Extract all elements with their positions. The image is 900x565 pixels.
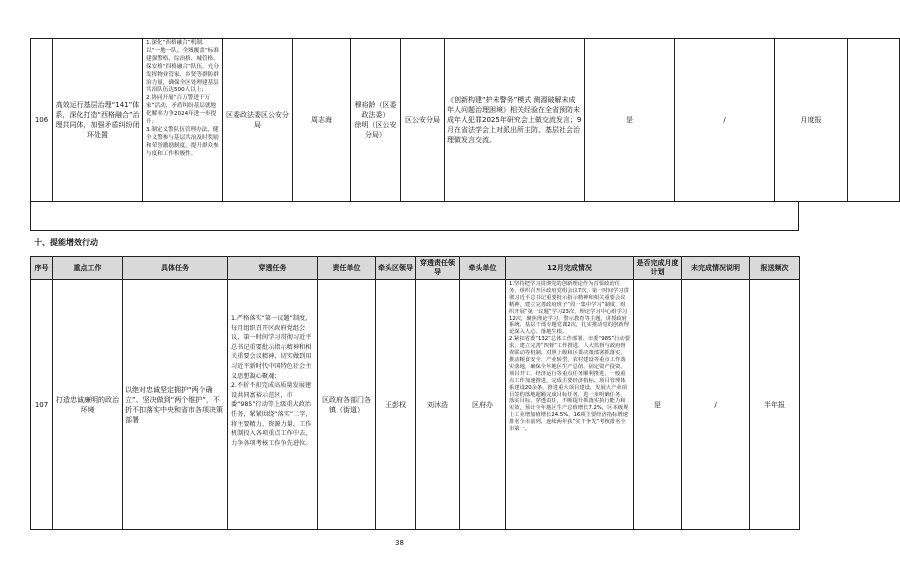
header-explain: 未完成情况说明 <box>682 257 750 280</box>
responsible-leader-cell: 穆裕龄（区委政法委） 徐明（区公安分局） <box>351 39 401 202</box>
explanation-cell: / <box>675 39 775 202</box>
table-row <box>31 39 900 202</box>
blank-cell <box>848 39 900 202</box>
row-number: 107 <box>31 280 53 530</box>
responsible-leader-cell: 刘沐浩 <box>416 280 460 530</box>
key-work-cell: 打造忠诚廉明的政治环境 <box>53 280 123 530</box>
lead-leader-cell: 王彭权 <box>376 280 416 530</box>
lead-unit-cell: 区府办 <box>460 280 506 530</box>
completed-cell: 是 <box>634 280 682 530</box>
header-no: 序号 <box>31 257 53 280</box>
header-progress: 12月完成情况 <box>506 257 634 280</box>
header-tasks: 具体任务 <box>123 257 228 280</box>
table-row <box>31 280 800 530</box>
explanation-cell: / <box>682 280 750 530</box>
frequency-cell: 月度报 <box>775 39 848 202</box>
completed-cell: 是 <box>585 39 675 202</box>
lead-leader-cell: 周志海 <box>293 39 351 202</box>
task-table-bottom <box>30 256 800 530</box>
progress-cell: 《创新构建“护未警务”模式 测源破解未成年人问题治理困境》相关经验在全省预防未成年人犯罪2025年研究会上做交流发言；9月在省法学会上对派出所主防、基层社会治理做发言交流。 <box>445 39 585 202</box>
header-frequency: 报送频次 <box>750 257 800 280</box>
header-penetration: 穿透任务 <box>228 257 318 280</box>
responsible-unit-cell: 区委政法委区公安分局 <box>223 39 293 202</box>
frequency-cell: 半年报 <box>750 280 800 530</box>
key-work-cell: 高效运行基层治理“141”体系，深化打造“西格融合”治理共同体，加强矛盾纠纷闭环处置 <box>53 39 143 202</box>
progress-cell: 1.坚持把学习贯彻党的创新理论作为首要政治任务，组织召开区政府党组会议7次，第一时间学习贯彻习近平总书记重要批示指示精神和相关重要会议精神，建立完善政府班子“周一集中学习”制度，组织开展“第一议题”学习23次，理论学习中心组学习12次，聚焦理论学习、警示教育等主题，讲授政府系统、基层干部专题党课2次，扎实推动党的创新理论深入人心、落地生根。 2.紧扣省委“132”总体工作部署、市委“985”行动要求，建立完善“四督”工作推进、人大监督与政府督查联动等机制，对照上级和区委决策部署抓落实，推动粮食安全、产业转型、农村建设等重点工作落实落地，确保全年地区生产总值、固定资产投资、项目开工、经济运行等重点任务顺利推进，一般重点工作加速推进，完成主要经济指标，项目管理体系建设20余条，推进重大项目建设，发展大产业项目签约落地超额完成目标任务，进一步明确任务，落实目标，穿透责任，不断提升抓落实执行能力和实效，预计全年地区生产总值增长7.2%，区本级规上工业增加值增长24.5%，16项主要经济指标增速排名全市前列，连续两年获“实干争先”考核排名全市第一。 <box>506 280 634 530</box>
header-responsible-leader: 穿透责任领导 <box>416 257 460 280</box>
header-completed: 是否完成月度计划 <box>634 257 682 280</box>
header-row <box>31 257 800 280</box>
specific-tasks-cell: 以绝对忠诚坚定拥护“两个确立”、坚决做到“两个维护”，不折不扣落实中央和省市各项决策部署 <box>123 280 228 530</box>
header-key-work: 重点工作 <box>53 257 123 280</box>
header-leader: 牵头区领导 <box>376 257 416 280</box>
specific-tasks-cell: 1.深化“西格融合”机制，以“一地一队、全域覆盖”标准建强警格、综治格、城管格、保安格“四格融合”队伍，充分发挥物业管家、乡贤等群防群治力量，确保全区处理建基层共治队伍达500人以上； 2.协同开展“百万警进千万家”活动，矛盾纠纷基层就地化解率力争2024年进一步提升； 3.制定义警队伍管理办法，健全义警参与基层共治及时奖励和荣誉激励制度，提升群众参与度和工作积极性。 <box>143 39 223 202</box>
task-table-top <box>30 38 900 202</box>
page-number: 38 <box>395 539 404 547</box>
header-unit: 责任单位 <box>318 257 376 280</box>
section-title: 十、提能增效行动 <box>34 238 98 247</box>
lead-unit-cell: 区公安分局 <box>401 39 445 202</box>
row-number: 106 <box>31 39 53 202</box>
responsible-unit-cell: 区政府各部门各镇（街道） <box>318 280 376 530</box>
spacer-row <box>30 201 799 231</box>
header-lead-unit: 牵头单位 <box>460 257 506 280</box>
penetration-task-cell: 1.严格落实“第一议题”制度，每月组织召开区政府党组会议，第一时间学习贯彻习近平总书记重要批示指示精神和相关重要会议精神，切实做到用习近平新时代中国特色社会主义思想凝心聚魂； 2.不折不扣完成高质量发展建设共同富裕示范区，市委“985”行动等上级重大政治任务，紧紧围绕“落实”二字，将主要精力、资源力量、工作机制投入各项重点工作中去，力争各项考核工作争先进位。 <box>228 280 318 530</box>
